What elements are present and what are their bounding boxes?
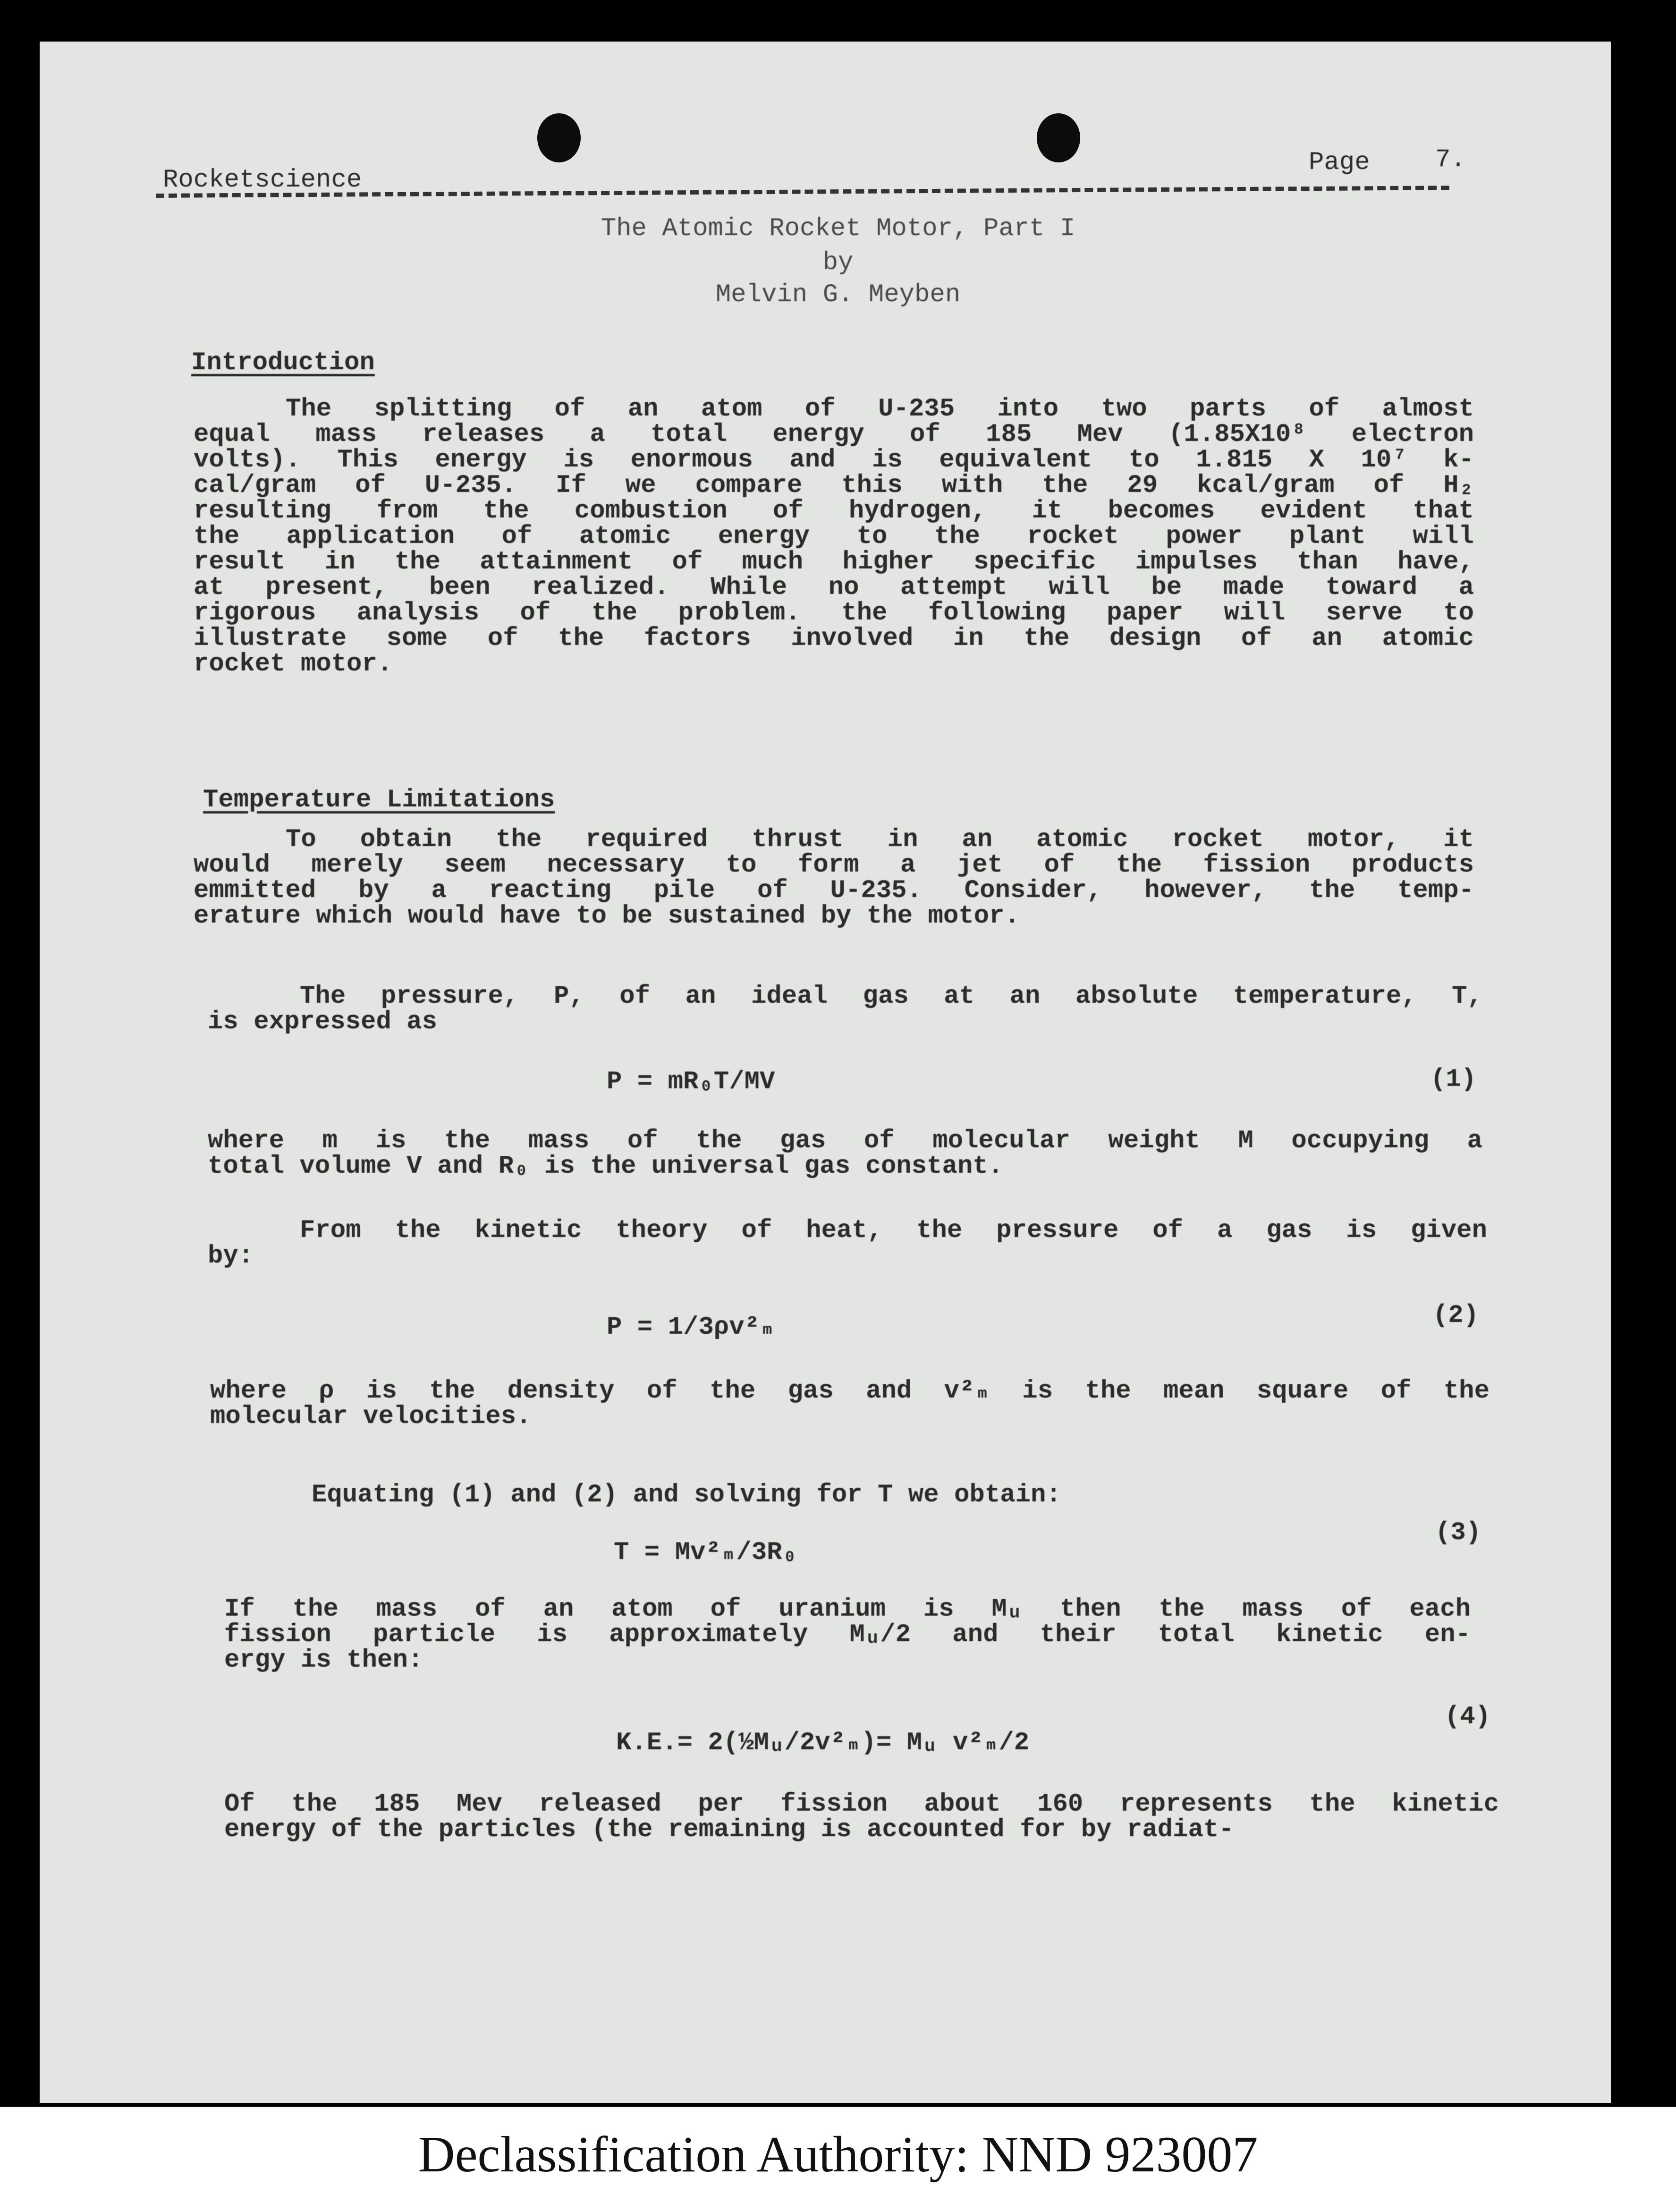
text-line: From the kinetic theory of heat, the pressure of a gas is given [300, 1216, 1487, 1245]
text-line: cal/gram of U-235. If we compare this with the 29 kcal/gram of H₂ [194, 471, 1474, 500]
equation-3: T = Mv²ₘ/3R₀ [614, 1538, 797, 1567]
text-line: where ρ is the density of the gas and v²ₘ is the mean square of the [210, 1377, 1490, 1406]
article-title: The Atomic Rocket Motor, Part I [601, 214, 1075, 243]
text-line: is expressed as [208, 1008, 438, 1036]
equation-4-number: (4) [1445, 1703, 1491, 1731]
paragraph-fission-energy [224, 1792, 1499, 1843]
text-line: Of the 185 Mev released per fission about 160 represents the kinetic [224, 1790, 1499, 1819]
paragraph-kinetic [208, 1218, 1487, 1269]
text-line: the application of atomic energy to the rocket power plant will [194, 522, 1474, 551]
text-line: total volume V and R₀ is the universal gas constant. [208, 1152, 1004, 1181]
equation-1-number: (1) [1431, 1065, 1477, 1094]
text-line: rigorous analysis of the problem. the following paper will serve to [194, 599, 1474, 627]
text-line: where m is the mass of the gas of molecular weight M occupying a [208, 1127, 1482, 1155]
article-author: Melvin G. Meyben [715, 280, 961, 309]
byline-by: by [822, 248, 854, 277]
text-line: To obtain the required thrust in an atomic rocket motor, it [286, 825, 1474, 854]
declassification-notice: Declassification Authority: NND 923007 [418, 2127, 1258, 2183]
paragraph-where-rho [210, 1379, 1490, 1430]
equating-text: Equating (1) and (2) and solving for T we obtain: [312, 1481, 1061, 1509]
footer-band [0, 2107, 1676, 2212]
equation-4: K.E.= 2(½Mᵤ/2v²ₘ)= Mᵤ v²ₘ/2 [616, 1729, 1030, 1757]
text-line: by: [208, 1242, 254, 1271]
equation-2: P = 1/3ρv²ₘ [607, 1313, 775, 1342]
text-line: illustrate some of the factors involved in the design of an atomic [194, 624, 1474, 653]
text-line: rocket motor. [194, 650, 393, 678]
paragraph-temperature [194, 827, 1474, 929]
text-line: energy of the particles (the remaining is accounted for by radiat- [224, 1815, 1234, 1844]
punch-hole [537, 113, 581, 162]
punch-hole [1037, 113, 1080, 162]
heading-temperature-limitations: Temperature Limitations [203, 786, 555, 814]
text-line: The pressure, P, of an ideal gas at an absolute temperature, T, [300, 982, 1482, 1011]
page-label: Page [1309, 148, 1370, 177]
paragraph-where-m [208, 1128, 1482, 1179]
journal-name: Rocketscience [163, 166, 362, 195]
paragraph-pressure [208, 984, 1482, 1035]
equation-3-number: (3) [1435, 1518, 1481, 1547]
text-line: would merely seem necessary to form a jet of the fission products [194, 851, 1474, 880]
text-line: volts). This energy is enormous and is equivalent to 1.815 X 10⁷ k- [194, 446, 1474, 475]
text-line: resulting from the combustion of hydrogen, it becomes evident that [194, 497, 1474, 525]
text-line: ergy is then: [224, 1646, 423, 1675]
text-line: erature which would have to be sustained by the motor. [194, 902, 1020, 931]
equation-2-number: (2) [1433, 1301, 1479, 1330]
text-line: If the mass of an atom of uranium is Mᵤ then the mass of each [224, 1595, 1471, 1624]
text-line: emmitted by a reacting pile of U-235. Consider, however, the temp- [194, 876, 1474, 905]
text-line: The splitting of an atom of U-235 into two parts of almost [286, 395, 1474, 424]
equation-1: P = mR₀T/MV [607, 1068, 775, 1096]
text-line: molecular velocities. [210, 1402, 532, 1431]
paragraph-uranium-mass [224, 1597, 1471, 1673]
paragraph-introduction [194, 397, 1474, 677]
page-number: 7. [1435, 145, 1466, 174]
heading-introduction: Introduction [191, 348, 375, 377]
text-line: fission particle is approximately Mᵤ/2 and their total kinetic en- [224, 1620, 1471, 1649]
text-line: at present, been realized. While no attempt will be made toward a [194, 573, 1474, 602]
text-line: equal mass releases a total energy of 185 Mev (1.85X10⁸ electron [194, 420, 1474, 449]
text-line: result in the attainment of much higher specific impulses than have, [194, 548, 1474, 576]
